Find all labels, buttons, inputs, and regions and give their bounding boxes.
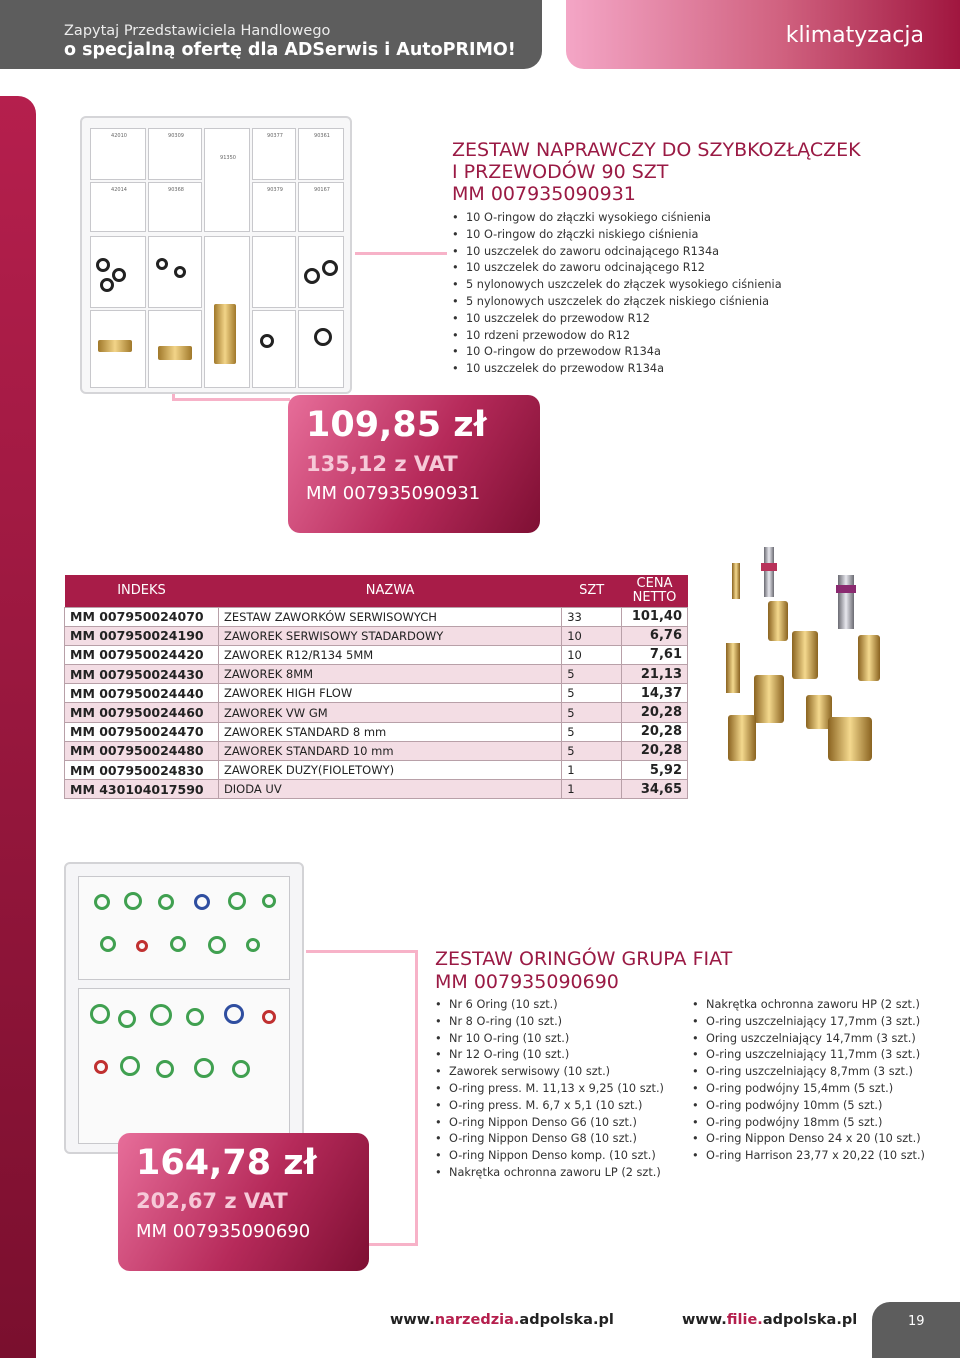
cell-price: 7,61 [622,645,688,664]
header-index: INDEKS [65,575,219,607]
cell-name: DIODA UV [218,780,561,799]
list-item: • Nr 10 O-ring (10 szt.) [435,1031,664,1048]
connector-line [415,950,418,1246]
product2-contents-right [692,997,925,1165]
product1-price-code: MM 007935090931 [306,483,481,504]
product1-title-line3: MM 007935090931 [452,183,636,205]
list-item: • Nr 6 Oring (10 szt.) [435,997,664,1014]
list-item: • O-ring Harrison 23,77 x 20,22 (10 szt.) [692,1148,925,1165]
list-item: • O-ring Nippon Denso G8 (10 szt.) [435,1131,664,1148]
cell-index: MM 007950024470 [65,722,219,741]
cell-name: ZESTAW ZAWORKÓW SERWISOWYCH [218,607,561,626]
cell-index: MM 007950024070 [65,607,219,626]
footer-link-narzedzia[interactable]: www.narzedzia.adpolska.pl [390,1312,614,1328]
cell-index: MM 430104017590 [65,780,219,799]
list-item: • O-ring Nippon Denso komp. (10 szt.) [435,1148,664,1165]
product2-title [435,948,732,994]
header-price: CENA NETTO [622,575,688,607]
connector-line [355,252,447,255]
footer-link-filie[interactable]: www.filie.adpolska.pl [682,1312,858,1328]
cell-qty: 1 [562,761,622,780]
product2-price-code: MM 007935090690 [136,1221,311,1242]
list-item: • 10 O-ringow do złączki niskiego ciśnienia [452,227,782,244]
list-item: • O-ring press. M. 6,7 x 5,1 (10 szt.) [435,1098,664,1115]
cell-price: 6,76 [622,626,688,645]
product1-title-line2: I PRZEWODÓW 90 SZT [452,161,669,183]
list-item: • 10 uszczelek do zaworu odcinającego R134a [452,244,782,261]
list-item: • 10 O-ringow do przewodow R134a [452,344,782,361]
list-item: • O-ring uszczelniający 11,7mm (3 szt.) [692,1047,925,1064]
table-row [65,722,688,741]
table-row [65,626,688,645]
product1-price-vat: 135,12 z VAT [306,452,458,476]
product1-price-box [288,395,540,533]
product2-contents-left [435,997,664,1182]
cell-price: 34,65 [622,780,688,799]
table-row [65,703,688,722]
valves-photo [708,545,908,770]
product1-photo: 42010 90309 42014 90368 91350 90377 90379 90361 90167 [80,116,352,394]
header-line1: Zapytaj Przedstawiciela Handlowego [64,23,331,39]
connector-line [172,398,290,401]
table-row [65,607,688,626]
product2-title-line1: ZESTAW ORINGÓW GRUPA FIAT [435,948,733,970]
cell-qty: 5 [562,665,622,684]
list-item: • 10 rdzeni przewodow do R12 [452,328,782,345]
list-item: • Zaworek serwisowy (10 szt.) [435,1064,664,1081]
cell-price: 20,28 [622,741,688,760]
connector-line [368,1243,418,1246]
cell-name: ZAWOREK R12/R134 5MM [218,645,561,664]
cell-name: ZAWOREK DUZY(FIOLETOWY) [218,761,561,780]
cell-qty: 1 [562,780,622,799]
cell-name: ZAWOREK 8MM [218,665,561,684]
product1-title-line1: ZESTAW NAPRAWCZY DO SZYBKOZŁĄCZEK [452,139,861,161]
table-row [65,780,688,799]
list-item: • 10 uszczelek do przewodow R12 [452,311,782,328]
list-item: • Nr 12 O-ring (10 szt.) [435,1047,664,1064]
product2-price-box [118,1133,369,1271]
cell-qty: 5 [562,684,622,703]
cell-name: ZAWOREK VW GM [218,703,561,722]
product2-price: 164,78 zł [136,1143,317,1183]
cell-index: MM 007950024440 [65,684,219,703]
cell-index: MM 007950024190 [65,626,219,645]
cell-qty: 5 [562,741,622,760]
product2-title-line2: MM 007935090690 [435,971,619,993]
list-item: • 5 nylonowych uszczelek do złączek niskiego ciśnienia [452,294,782,311]
price-table [64,575,688,799]
cell-price: 101,40 [622,607,688,626]
cell-price: 14,37 [622,684,688,703]
list-item: • O-ring Nippon Denso 24 x 20 (10 szt.) [692,1131,925,1148]
page-number: 19 [908,1314,925,1329]
cell-name: ZAWOREK HIGH FLOW [218,684,561,703]
list-item: • Nakrętka ochronna zaworu HP (2 szt.) [692,997,925,1014]
table-row [65,665,688,684]
list-item: • O-ring podwójny 15,4mm (5 szt.) [692,1081,925,1098]
table-row [65,684,688,703]
header-name: NAZWA [218,575,561,607]
list-item: • 5 nylonowych uszczelek do złączek wysokiego ciśnienia [452,277,782,294]
cell-price: 20,28 [622,703,688,722]
section-banner [566,0,960,69]
list-item: • 10 uszczelek do przewodow R134a [452,361,782,378]
header-banner [0,0,542,69]
list-item: • Nakrętka ochronna zaworu LP (2 szt.) [435,1165,664,1182]
page-number-badge [872,1302,960,1358]
cell-qty: 5 [562,722,622,741]
cell-qty: 33 [562,607,622,626]
header-qty: SZT [562,575,622,607]
table-row [65,761,688,780]
list-item: • O-ring Nippon Denso G6 (10 szt.) [435,1115,664,1132]
header-line2: o specjalną ofertę dla ADSerwis i AutoPRIMO! [64,40,516,60]
cell-index: MM 007950024460 [65,703,219,722]
cell-index: MM 007950024430 [65,665,219,684]
cell-name: ZAWOREK STANDARD 10 mm [218,741,561,760]
table-header-row [65,575,688,607]
cell-index: MM 007950024420 [65,645,219,664]
side-decoration [0,96,36,1358]
cell-qty: 5 [562,703,622,722]
product2-price-vat: 202,67 z VAT [136,1189,288,1213]
cell-name: ZAWOREK SERWISOWY STADARDOWY [218,626,561,645]
cell-index: MM 007950024830 [65,761,219,780]
list-item: • 10 uszczelek do zaworu odcinającego R12 [452,260,782,277]
list-item: • O-ring press. M. 11,13 x 9,25 (10 szt.) [435,1081,664,1098]
list-item: • Oring uszczelniający 14,7mm (3 szt.) [692,1031,925,1048]
cell-qty: 10 [562,626,622,645]
section-title: klimatyzacja [785,23,924,48]
product1-contents [452,210,782,378]
list-item: • 10 O-ringow do złączki wysokiego ciśnienia [452,210,782,227]
cell-index: MM 007950024480 [65,741,219,760]
list-item: • O-ring uszczelniający 8,7mm (3 szt.) [692,1064,925,1081]
cell-qty: 10 [562,645,622,664]
connector-line [306,950,418,953]
product2-photo [64,862,304,1154]
product1-title [452,139,861,205]
list-item: • Nr 8 O-ring (10 szt.) [435,1014,664,1031]
cell-price: 20,28 [622,722,688,741]
cell-name: ZAWOREK STANDARD 8 mm [218,722,561,741]
list-item: • O-ring uszczelniający 17,7mm (3 szt.) [692,1014,925,1031]
list-item: • O-ring podwójny 18mm (5 szt.) [692,1115,925,1132]
cell-price: 21,13 [622,665,688,684]
table-row [65,741,688,760]
list-item: • O-ring podwójny 10mm (5 szt.) [692,1098,925,1115]
table-row [65,645,688,664]
cell-price: 5,92 [622,761,688,780]
product1-price: 109,85 zł [306,405,487,445]
